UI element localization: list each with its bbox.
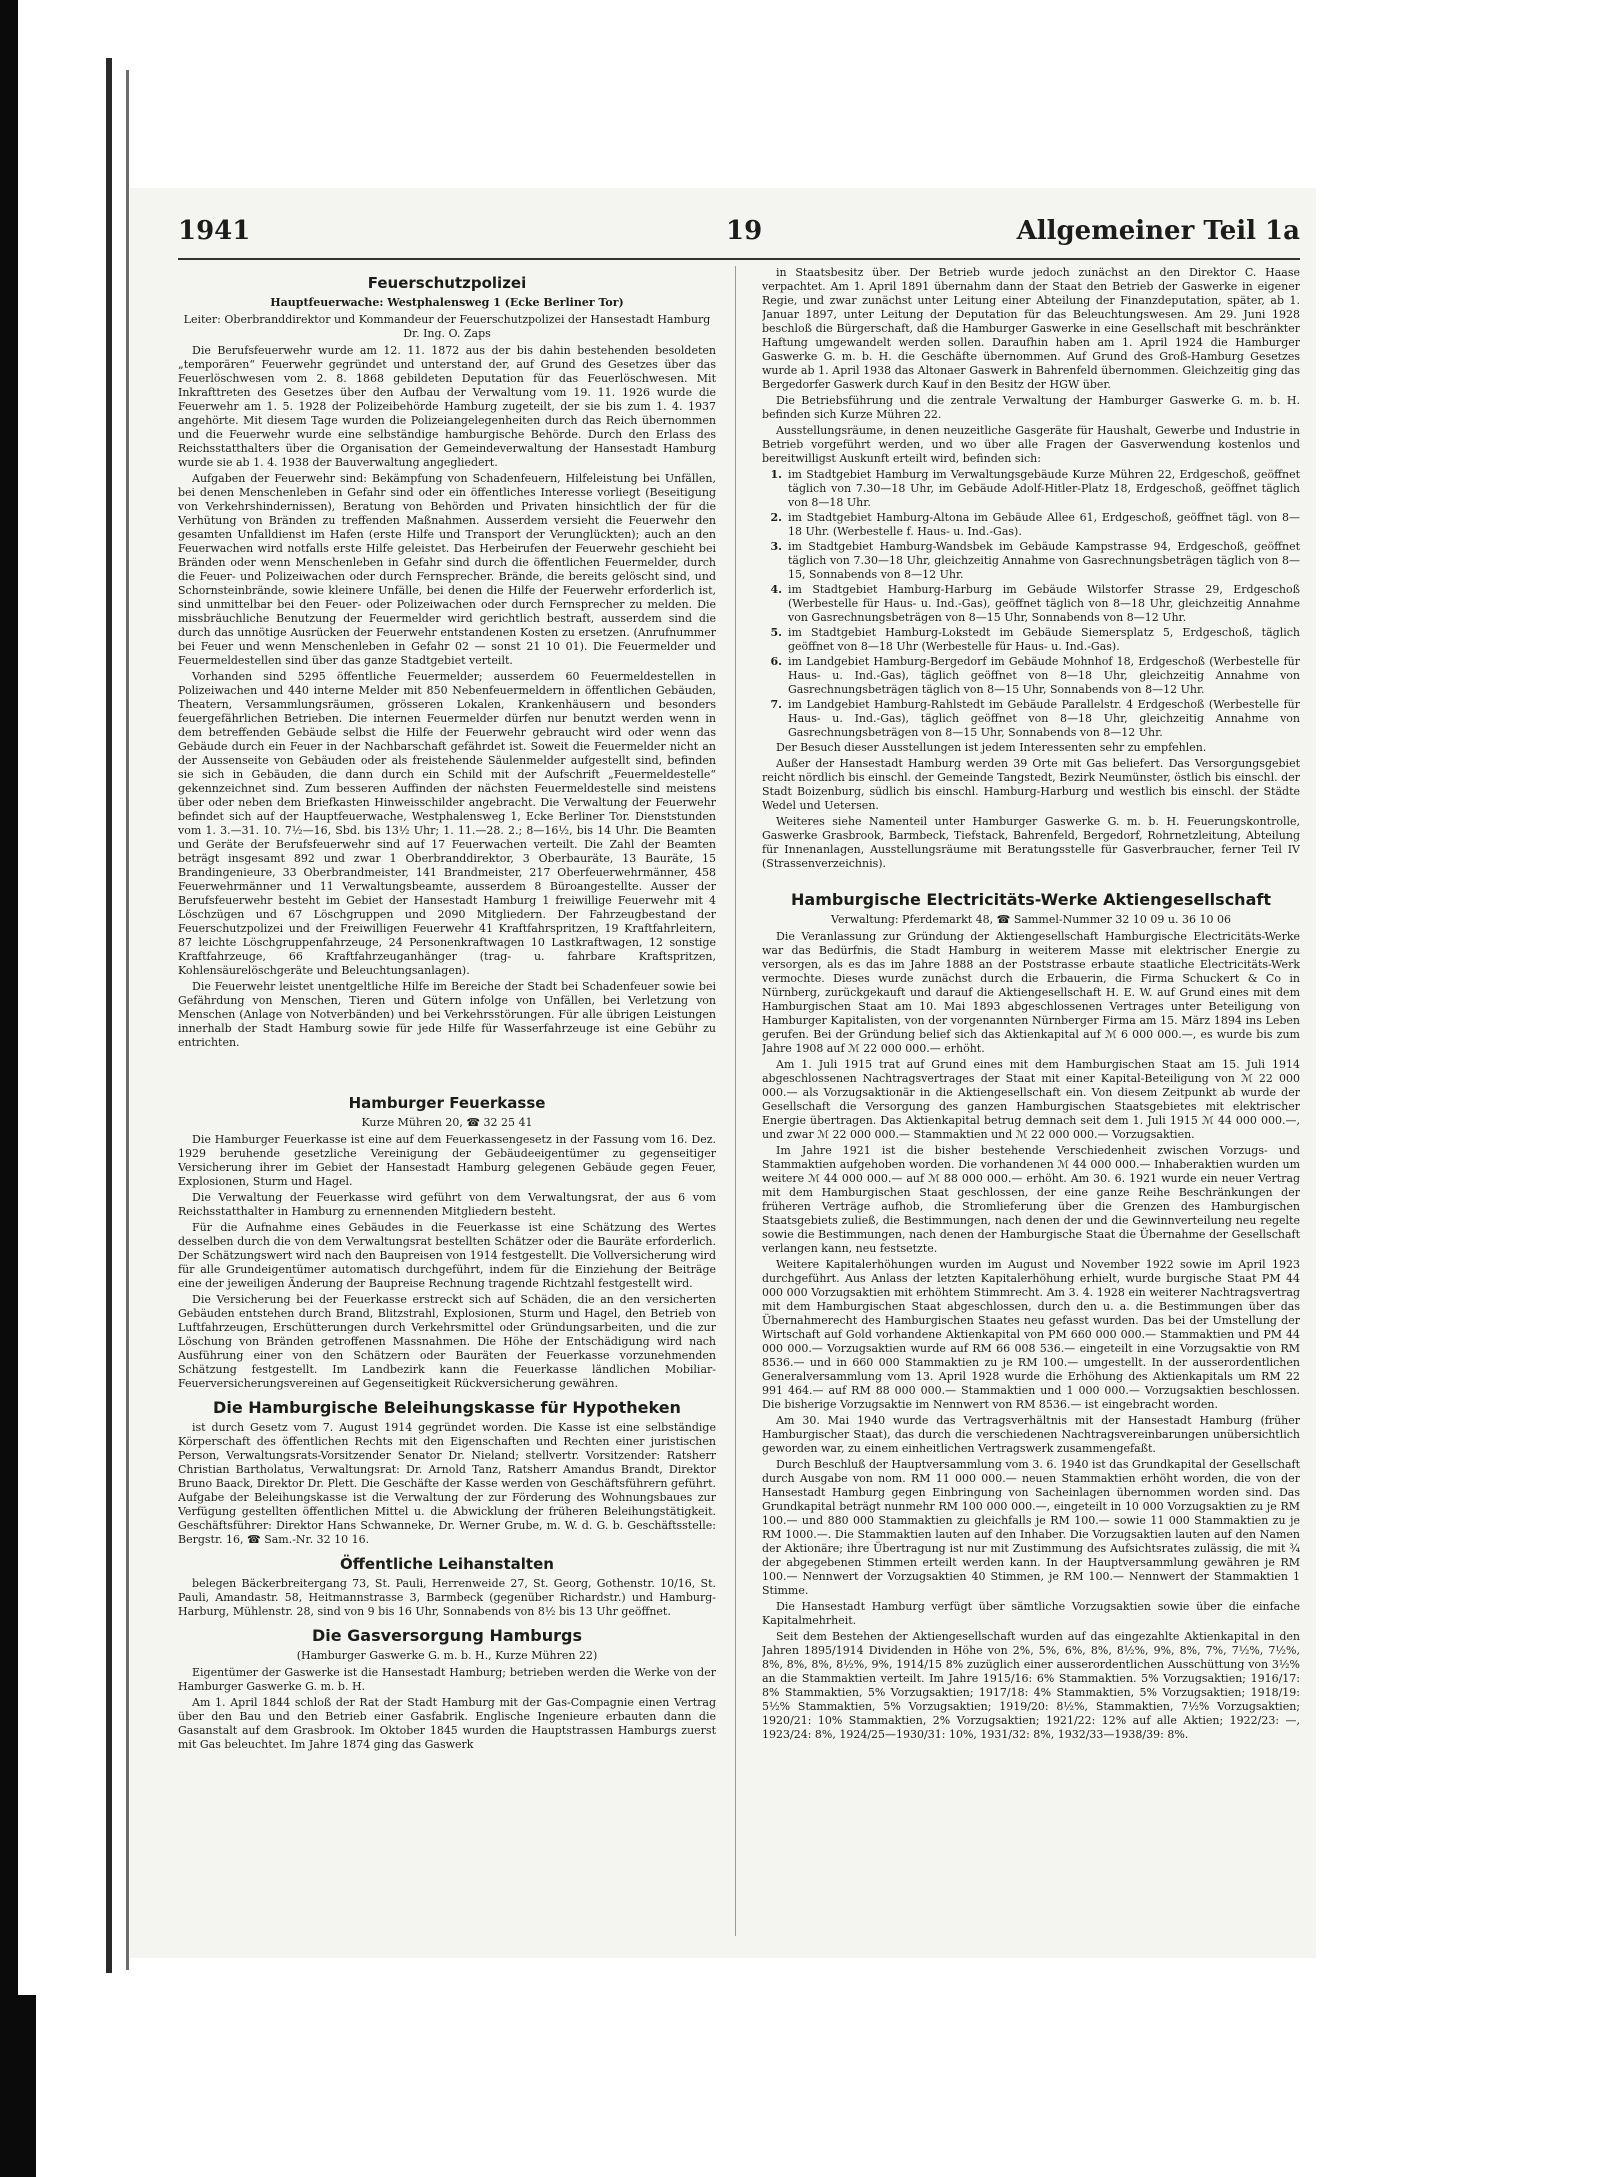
paragraph: Der Besuch dieser Ausstellungen ist jedem Interessenten sehr zu empfehlen. [776,741,1207,754]
section-title: Die Gasversorgung Hamburgs [311,1626,583,1645]
list-item: 6. im Landgebiet Hamburg-Bergedorf im Gebäude Mohnhof 18, Erdgeschoß (Werbestelle für Haus- u. Ind.-Gas), täglich geöffnet von 8—18 Uhr, gleichzeitig Annahme von Gasrechnungsbeträgen täglich von 8—15 Uhr, Sonnabends von 8—12 Uhr. [770,655,1300,696]
list-item: 2. im Stadtgebiet Hamburg-Altona im Gebäude Allee 61, Erdgeschoß, geöffnet tägl. von 8—18 Uhr. (Werbestelle f. Haus- u. Ind.-Gas). [770,511,1300,538]
list-item: 7. im Landgebiet Hamburg-Rahlstedt im Gebäude Parallelstr. 4 Erdgeschoß (Werbestelle für Haus- u. Ind.-Gas), täglich geöffnet von 8—18 Uhr, gleichzeitig Annahme von Gasrechnungsbeträgen von 8—15 Uhr, Sonnabends von 8—12 Uhr. [770,698,1300,739]
header-rule [178,258,1300,260]
paragraph: Außer der Hansestadt Hamburg werden 39 Orte mit Gas beliefert. Das Versorgungsgebiet reicht nördlich bis einschl. der Gemeinde Tangstedt, Bezirk Neumünster, östlich bis einschl. der Stadt Boizenburg, südlich bis einschl. Hamburg-Harburg und westlich bis einschl. der Städte Wedel und Uetersen. [762,757,1300,812]
paragraph: Seit dem Bestehen der Aktiengesellschaft wurden auf das eingezahlte Aktienkapital in den Jahren 1895/1914 Dividenden in Höhe von 2%, 5%, 6%, 8%, 8½%, 9%, 8%, 7%, 7½%, 7½%, 8%, 8%, 8%, 8½%, 9%, 1914/15 8% zuzüglich einer ausserordentlichen Ausschüttung von 3½% an die Stammaktien verteilt. Im Jahre 1915/16: 6% Stammaktien. 5% Vorzugsaktien; 1916/17: 8% Stammaktien, 5% Vorzugsaktien; 1917/18: 4% Stammaktien, 5% Vorzugsaktien; 1918/19: 5½% Stammaktien, 5% Vorzugsaktien; 1919/20: 8½%, Stammaktien, 7½% Vorzugsaktien; 1920/21: 10% Stammaktien, 2% Vorzugsaktien; 1921/22: 12% auf alle Aktien; 1922/23: —, 1923/24: 8%, 1924/25—1930/31: 10%, 1931/32: 8%, 1932/33—1938/39: 8%. [762,1630,1300,1741]
section-title: Feuerschutzpolizei [367,274,527,292]
section-hew [762,891,1300,1742]
header-page-number: 19 [726,216,763,246]
section-title: Hamburgische Electricitäts-Werke Aktiengesellschaft [791,890,1271,909]
paragraph: Vorhanden sind 5295 öffentliche Feuermelder; ausserdem 60 Feuermeldestellen in Polizeiwachen und 440 interne Melder mit 850 Nebenfeuermeldern in öffentlichen Gebäuden, Theatern, Versammlungsräumen, grösseren Lokalen, Krankenhäusern und besonders feuergefährlichen Betrieben. Die internen Feuermelder dürfen nur benutzt werden wenn in dem betreffenden Gebäude selbst die Hilfe der Feuerwehr gebraucht wird oder wenn das Gebäude durch ein Feuer in der Nachbarschaft gefährdet ist. Soweit die Feuermelder nicht an der Aussenseite von Gebäuden oder als freistehende Säulenmelder aufgestellt sind, befinden sie sich in Gebäuden, die dann durch ein Schild mit der Aufschrift „Feuermeldestelle“ gekennzeichnet sind. Zum besseren Auffinden der nächsten Feuermeldestelle sind meistens über oder neben dem Briefkasten Hinweisschilder angebracht. Die Verwaltung der Feuerwehr befindet sich auf der Hauptfeuerwache, Westphalensweg 1, Ecke Berliner Tor. Dienststunden vom 1. 3.—31. 10. 7½—16, Sbd. bis 13½ Uhr; 1. 11.—28. 2.; 8—16½, bis 14 Uhr. Die Beamten und Geräte der Berufsfeuerwehr sind auf 17 Feuerwachen verteilt. Die Zahl der Beamten beträgt insgesamt 892 und zwar 1 Oberbranddirektor, 3 Oberbauräte, 13 Bauräte, 15 Brandingenieure, 33 Oberbrandmeister, 141 Brandmeister, 217 Oberfeuerwehrmänner, 458 Feuerwehrmänner und 11 Verwaltungsbeamte, ausserdem 8 Büroangestellte. Ausser der Berufsfeuerwehr besteht im Gebiet der Hansestadt Hamburg 1 freiwillige Feuerwehr mit 4 Löschzügen und 67 Löschgruppen und 2090 Mitgliedern. Der Fahrzeugbestand der Feuerschutzpolizei und der Freiwilligen Feuerwehr 41 Kraftfahrspritzen, 19 Kraftfahrleitern, 87 leichte Löschgruppenfahrzeuge, 24 Personenkraftwagen 10 Lastkraftwagen, 12 sonstige Kraftfahrzeuge, 66 Kraftfahrzeuganhänger (trag- u. fahrbare Kraftspritzen, Kohlensäurelöschgeräte und Beleuchtungsanlagen). [178,670,716,977]
section-feuerschutzpolizei [178,274,716,1050]
paragraph: Die Feuerwehr leistet unentgeltliche Hilfe im Bereiche der Stadt bei Schadenfeuer sowie bei Gefährdung von Menschen, Tieren und Gütern infolge von Unfällen, bei Verletzung von Menschen (Anlage von Notverbänden) und bei Verkehrsstörungen. Für alle übrigen Leistungen innerhalb der Stadt Hamburg sowie für jede Hilfe für Wasserfahrzeuge ist eine Gebühr zu entrichten. [178,980,716,1049]
section-gasversorgung-continued [762,266,1300,871]
right-column [762,266,1300,1946]
section-title: Die Hamburgische Beleihungskasse für Hypotheken [213,1398,681,1417]
scan-edge-bottom [0,1995,36,2177]
paragraph: Die Veranlassung zur Gründung der Aktiengesellschaft Hamburgische Electricitäts-Werke war das Bedürfnis, die Stadt Hamburg in weiterem Masse mit elektrischer Energie zu versorgen, als es das im Jahre 1888 an der Poststrasse erbaute staatliche Electricitäts-Werk vermochte. Dieses wurde zunächst durch die Erbauerin, die Firma Schuckert & Co in Nürnberg, zurückgekauft und darauf die Aktiengesellschaft H. E. W. auf Grund eines mit dem Hamburgischen Staat am 10. Mai 1893 abgeschlossenen Vertrages unter Beteiligung von Hamburger Kapitalisten, von der vorgenannten Nürnberger Firma am 15. März 1894 ins Leben gerufen. Bei der Gründung belief sich das Aktienkapital auf ℳ 6 000 000.—, es wurde bis zum Jahre 1908 auf ℳ 22 000 000.— erhöht. [762,930,1300,1055]
list-item: 1. im Stadtgebiet Hamburg im Verwaltungsgebäude Kurze Mühren 22, Erdgeschoß, geöffnet täglich von 7.30—18 Uhr, im Gebäude Adolf-Hitler-Platz 18, Erdgeschoß, geöffnet täglich von 8—18 Uhr. [770,468,1300,509]
section-title: Öffentliche Leihanstalten [340,1555,554,1573]
section-address: Verwaltung: Pferdemarkt 48, ☎ Sammel-Nummer 32 10 09 u. 36 10 06 [831,913,1231,926]
list-item: 5. im Stadtgebiet Hamburg-Lokstedt im Gebäude Siemersplatz 5, Erdgeschoß, täglich geöffnet von 8—18 Uhr (Werbestelle für Haus- u. Ind.-Gas). [770,626,1300,653]
paragraph: Am 30. Mai 1940 wurde das Vertragsverhältnis mit der Hansestadt Hamburg (früher Hamburgischer Staat), das durch die verschiedenen Nachtragsvereinbarungen unübersichtlich geworden war, zu einem einheitlichen Vertragswerk zusammengefaßt. [762,1414,1300,1455]
page-header [178,216,1300,252]
paragraph: Weiteres siehe Namenteil unter Hamburger Gaswerke G. m. b. H. Feuerungskontrolle, Gaswerke Grasbrook, Barmbeck, Tiefstack, Bahrenfeld, Bergedorf, Rohrnetzleitung, Abteilung für Innenanlagen, Ausstellungsräume mit Beratungsstelle für Gasverbraucher, ferner Teil IV (Strassenverzeichnis). [762,815,1300,870]
paragraph: Für die Aufnahme eines Gebäudes in die Feuerkasse ist eine Schätzung des Wertes desselben durch die von dem Verwaltungsrat bestellten Schätzer oder die Bauräte erforderlich. Der Schätzungswert wird nach den Baupreisen von 1914 festgestellt. Die Vollversicherung wird für alle Grundeigentümer automatisch durchgeführt, indem für die Einziehung der Beiträge eine der jeweiligen Änderung der Baupreise Rechnung tragende Richtzahl festgestellt wird. [178,1221,716,1290]
left-column [178,266,716,1946]
page-edge-shadow [106,58,112,1973]
header-year: 1941 [178,216,251,246]
section-address: Hauptfeuerwache: Westphalensweg 1 (Ecke Berliner Tor) [270,296,624,309]
paragraph: in Staatsbesitz über. Der Betrieb wurde jedoch zunächst an den Direktor C. Haase verpachtet. Am 1. April 1891 übernahm dann der Staat den Betrieb der Gaswerke in eigener Regie, und zwar zunächst unter Leitung einer Abteilung der Finanzdeputation, später, ab 1. Januar 1897, unter Leitung der Deputation für das Beleuchtungswesen. Am 29. Juni 1928 beschloß die Bürgerschaft, daß die Hamburger Gaswerke in eine Gesellschaft mit beschränkter Haftung umgewandelt werden sollen. Daraufhin haben am 1. April 1924 die Hamburger Gaswerke G. m. b. H. die Geschäfte übernommen. Auf Grund des Groß-Hamburg Gesetzes wurde ab 1. April 1938 das Altonaer Gaswerk in Bahrenfeld übernommen. Gleichzeitig ging das Bergedorfer Gaswerk durch Kauf in den Besitz der HGW über. [762,266,1300,391]
section-leader: Leiter: Oberbranddirektor und Kommandeur der Feuerschutzpolizei der Hansestadt Hamburg Dr. Ing. O. Zaps [183,313,711,340]
paragraph: ist durch Gesetz vom 7. August 1914 gegründet worden. Die Kasse ist eine selbständige Körperschaft des öffentlichen Rechts mit den Eigenschaften und Rechten einer juristischen Person, Verwaltungsrats-Vorsitzender Senator Dr. Nieland; stellvertr. Vorsitzender: Ratsherr Christian Bartholatus, Verwaltungsrat: Dr. Arnold Tanz, Ratsherr Amandus Brandt, Direktor Bruno Baack, Direktor Dr. Plett. Die Geschäfte der Kasse werden von Geschäftsführern geführt. Aufgabe der Beleihungskasse ist die Verwaltung der zur Förderung des Wohnungsbaues zur Verfügung gestellten öffentlichen Mittel u. die Abwicklung der früheren Beleihungstätigkeit. Geschäftsführer: Direktor Hans Schwanneke, Dr. Werner Grube, m. W. d. G. b. Geschäftsstelle: Bergstr. 16, ☎ Sam.-Nr. 32 10 16. [178,1421,716,1546]
paragraph: Am 1. Juli 1915 trat auf Grund eines mit dem Hamburgischen Staat am 15. Juli 1914 abgeschlossenen Nachtragsvertrages der Staat mit einer Kapital-Beteiligung von ℳ 22 000 000.— als Vorzugsaktionär in die Aktiengesellschaft ein. Von diesem Zeitpunkt ab wurde der Gesellschaft die Versorgung des ganzen Hamburgischen Staatsgebietes mit elektrischer Energie übertragen. Das Aktienkapital betrug demnach seit dem 1. Juli 1915 ℳ 44 000 000.—, und zwar ℳ 22 000 000.— Stammaktien und ℳ 22 000 000.— Vorzugsaktien. [762,1058,1300,1141]
paragraph: Aufgaben der Feuerwehr sind: Bekämpfung von Schadenfeuern, Hilfeleistung bei Unfällen, bei denen Menschenleben in Gefahr sind oder ein öffentliches Interesse vorliegt (Beseitigung von Verkehrshindernissen), Beratung von Behörden und Privaten hinsichtlich der für die Verhütung von Bränden zu treffenden Maßnahmen. Ausserdem versieht die Feuerwehr den gesamten Unfalldienst im Hafen (erste Hilfe und Transport der Verunglückten); auch an den Feuerwachen wird notfalls erste Hilfe geleistet. Das Herbeirufen der Feuerwehr geschieht bei Bränden oder wenn Menschenleben in Gefahr sind durch die öffentlichen Feuermelder, durch die Feuer- und Polizeiwachen oder durch Fernsprecher. Brände, die bereits gelöscht sind, und Schornsteinbrände, sowie kleinere Unfälle, bei denen die Hilfe der Feuerwehr erforderlich ist, sind unmittelbar bei den Feuer- oder Polizeiwachen oder durch Fernsprecher zu melden. Die missbräuchliche Benutzung der Feuermelder wird gerichtlich bestraft, ausserdem sind die durch das unnötige Ausrücken der Feuerwehr entstandenen Kosten zu ersetzen. (Anrufnummer bei Feuer und wenn Menschenleben in Gefahr 02 — sonst 21 10 01). Die Feuermelder und Feuermeldestellen sind über das ganze Stadtgebiet verteilt. [178,472,716,667]
exhibition-list [762,468,1300,740]
page-edge-inner [126,70,129,1970]
document-page [130,188,1316,1958]
paragraph: Die Berufsfeuerwehr wurde am 12. 11. 1872 aus der bis dahin bestehenden besoldeten „temporären“ Feuerwehr gegründet und unterstand der, auf Grund des Gesetzes über das Feuerlöschwesen vom 2. 8. 1868 gebildeten Deputation für das Feuerlöschwesen. Mit Inkrafttreten des Gesetzes über den Aufbau der Verwaltung vom 19. 11. 1926 wurde die Feuerwehr am 1. 5. 1928 der Polizeibehörde Hamburg zugeteilt, der sie bis zum 1. 4. 1937 angehörte. Mit diesem Tage wurden die Polizeiangelegenheiten durch das Reich übernommen und die Feuerwehr wurde eine selbständige hamburgische Behörde. Durch den Erlass des Reichsstatthalters über die Organisation der Gemeindeverwaltung der Hansestadt Hamburg wurde sie ab 1. 4. 1938 der Bauverwaltung angegliedert. [178,344,716,469]
section-address: (Hamburger Gaswerke G. m. b. H., Kurze Mühren 22) [296,1649,598,1662]
spacer [762,873,1300,883]
paragraph: Am 1. April 1844 schloß der Rat der Stadt Hamburg mit der Gas-Compagnie einen Vertrag über den Bau und den Betrieb einer Gasfabrik. Englische Ingenieure erbauten dann die Gasanstalt auf dem Grasbrook. Im Oktober 1845 wurden die Hauptstrassen Hamburgs zuerst mit Gas beleuchtet. Im Jahre 1874 ging das Gaswerk [178,1696,716,1751]
section-title: Hamburger Feuerkasse [348,1094,546,1112]
paragraph: Die Versicherung bei der Feuerkasse erstreckt sich auf Schäden, die an den versicherten Gebäuden entstehen durch Brand, Blitzstrahl, Explosionen, Sturm und Hagel, den Betrieb von Luftfahrzeugen, Erschütterungen durch Verkehrsmittel oder Gründungsarbeiten, und die zur Löschung von Bränden getroffenen Massnahmen. Die Höhe der Entschädigung wird nach Ausführung einer von den Schätzern oder Bauräten der Feuerkasse vorzunehmenden Schätzung festgestellt. Im Landbezirk kann die Feuerkasse ländlichen Mobiliar-Feuerversicherungsvereinen auf Gegenseitigkeit Rückversicherung gewähren. [178,1293,716,1390]
section-beleihungskasse [178,1399,716,1547]
section-leihanstalten [178,1555,716,1619]
paragraph: belegen Bäckerbreitergang 73, St. Pauli, Herrenweide 27, St. Georg, Gothenstr. 10/16, St. Pauli, Amandastr. 58, Heitmannstrasse 3, Barmbeck (gegenüber Richardstr.) und Hamburg-Harburg, Mühlenstr. 28, sind von 9 bis 16 Uhr, Sonnabends von 8½ bis 13 Uhr geöffnet. [178,1577,716,1618]
paragraph: Ausstellungsräume, in denen neuzeitliche Gasgeräte für Haushalt, Gewerbe und Industrie in Betrieb vorgeführt werden, und wo über alle Fragen der Gasverwendung kostenlos und bereitwilligst Auskunft erteilt wird, befinden sich: [762,424,1300,465]
paragraph: Im Jahre 1921 ist die bisher bestehende Verschiedenheit zwischen Vorzugs- und Stammaktien aufgehoben worden. Die vorhandenen ℳ 44 000 000.— Inhaberaktien wurden um weitere ℳ 44 000 000.— auf ℳ 88 000 000.— erhöht. Am 30. 6. 1921 wurde ein neuer Vertrag mit dem Hamburgischen Staat geschlossen, der eine ganze Reihe Beschränkungen der früheren Verträge aufhob, die Stromlieferung über die Grenzen des Hamburgischen Staatsgebiets zuließ, die Bestimmungen, nach denen der und die Gewinnverteilung neu regelte sowie die Bestimmungen, nach denen der Hamburgische Staat die Übernahme der Gesellschaft verlangen kann, neu festsetzte. [762,1144,1300,1255]
spacer [178,1052,716,1086]
paragraph: Durch Beschluß der Hauptversammlung vom 3. 6. 1940 ist das Grundkapital der Gesellschaft durch Ausgabe von nom. RM 11 000 000.— neuen Stammaktien erhöht worden, die von der Hansestadt Hamburg gegen Einbringung von Sacheinlagen übernommen worden sind. Das Grundkapital beträgt nunmehr RM 100 000 000.—, eingeteilt in 10 000 Vorzugsaktien zu je RM 100.— und 880 000 Stammaktien zu gleichfalls je RM 100.— sowie 11 000 Stammaktien zu je RM 1000.—. Die Stammaktien lauten auf den Inhaber. Die Vorzugsaktien lauten auf den Namen der Aktionäre; ihre Übertragung ist nur mit Zustimmung des Aufsichtsrates zulässig, die mit ¾ der abgegebenen Stimmen erteilt werden kann. In der Hauptversammlung gewähren je RM 100.— Nennwert der Vorzugsaktien 40 Stimmen, je RM 100.— Nennwert der Stammaktien 1 Stimme. [762,1458,1300,1597]
header-section: Allgemeiner Teil 1a [1016,216,1300,246]
list-item: 4. im Stadtgebiet Hamburg-Harburg im Gebäude Wilstorfer Strasse 29, Erdgeschoß (Werbestelle für Haus- u. Ind.-Gas), geöffnet täglich von 8—18 Uhr, gleichzeitig Annahme von Gasrechnungsbeträgen von 8—15 Uhr, Sonnabends von 8—12 Uhr. [770,583,1300,624]
paragraph: Die Hansestadt Hamburg verfügt über sämtliche Vorzugsaktien sowie über die einfache Kapitalmehrheit. [762,1600,1300,1627]
list-item: 3. im Stadtgebiet Hamburg-Wandsbek im Gebäude Kampstrasse 94, Erdgeschoß, geöffnet täglich von 7.30—18 Uhr, gleichzeitig Annahme von Gasrechnungsbeträgen täglich von 8—15, Sonnabends von 8—12 Uhr. [770,540,1300,581]
section-gasversorgung [178,1627,716,1752]
paragraph: Die Hamburger Feuerkasse ist eine auf dem Feuerkassengesetz in der Fassung vom 16. Dez. 1929 beruhende gesetzliche Vereinigung der Gebäudeeigentümer zu gegenseitiger Versicherung ihrer im Gebiet der Hansestadt Hamburg gelegenen Gebäude gegen Feuer, Explosionen, Sturm und Hagel. [178,1133,716,1188]
scan-edge [0,0,18,2177]
paragraph: Weitere Kapitalerhöhungen wurden im August und November 1922 sowie im April 1923 durchgeführt. Aus Anlass der letzten Kapitalerhöhung erhielt, wurde burgische Staat PM 44 000 000 Vorzugsaktien mit erhöhtem Stimmrecht. Am 3. 4. 1928 ein weiterer Nachtragsvertrag mit dem Hamburgischen Staat abgeschlossen, durch den u. a. die Bestimmungen über das Übernahmerecht des Hamburgischen Staates neu gefasst wurden. Das bei der Umstellung der Wirtschaft auf Gold vorhandene Aktienkapital von PM 660 000 000.— Stammaktien und PM 44 000 000.— Vorzugsaktien wurde auf RM 66 008 536.— eingeteilt in eine Vorzugsaktie von RM 8536.— und in 660 000 Stammaktien zu je RM 100.— umgestellt. In der ausserordentlichen Generalversammlung vom 13. April 1928 wurde die Erhöhung des Aktienkapitals um RM 22 991 464.— auf RM 88 000 000.— Stammaktien und 1 000 000.— Vorzugsaktien beschlossen. Die bisherige Vorzugsaktie im Nennwert von RM 8536.— ist eingebracht worden. [762,1258,1300,1411]
paragraph: Die Verwaltung der Feuerkasse wird geführt von dem Verwaltungsrat, der aus 6 vom Reichsstatthalter in Hamburg zu ernennenden Mitgliedern besteht. [178,1191,716,1218]
paragraph: Die Betriebsführung und die zentrale Verwaltung der Hamburger Gaswerke G. m. b. H. befinden sich Kurze Mühren 22. [762,394,1300,421]
section-address: Kurze Mühren 20, ☎ 32 25 41 [361,1116,533,1129]
section-feuerkasse [178,1094,716,1391]
paragraph: Eigentümer der Gaswerke ist die Hansestadt Hamburg; betrieben werden die Werke von der Hamburger Gaswerke G. m. b. H. [178,1666,716,1693]
column-divider [735,266,736,1936]
